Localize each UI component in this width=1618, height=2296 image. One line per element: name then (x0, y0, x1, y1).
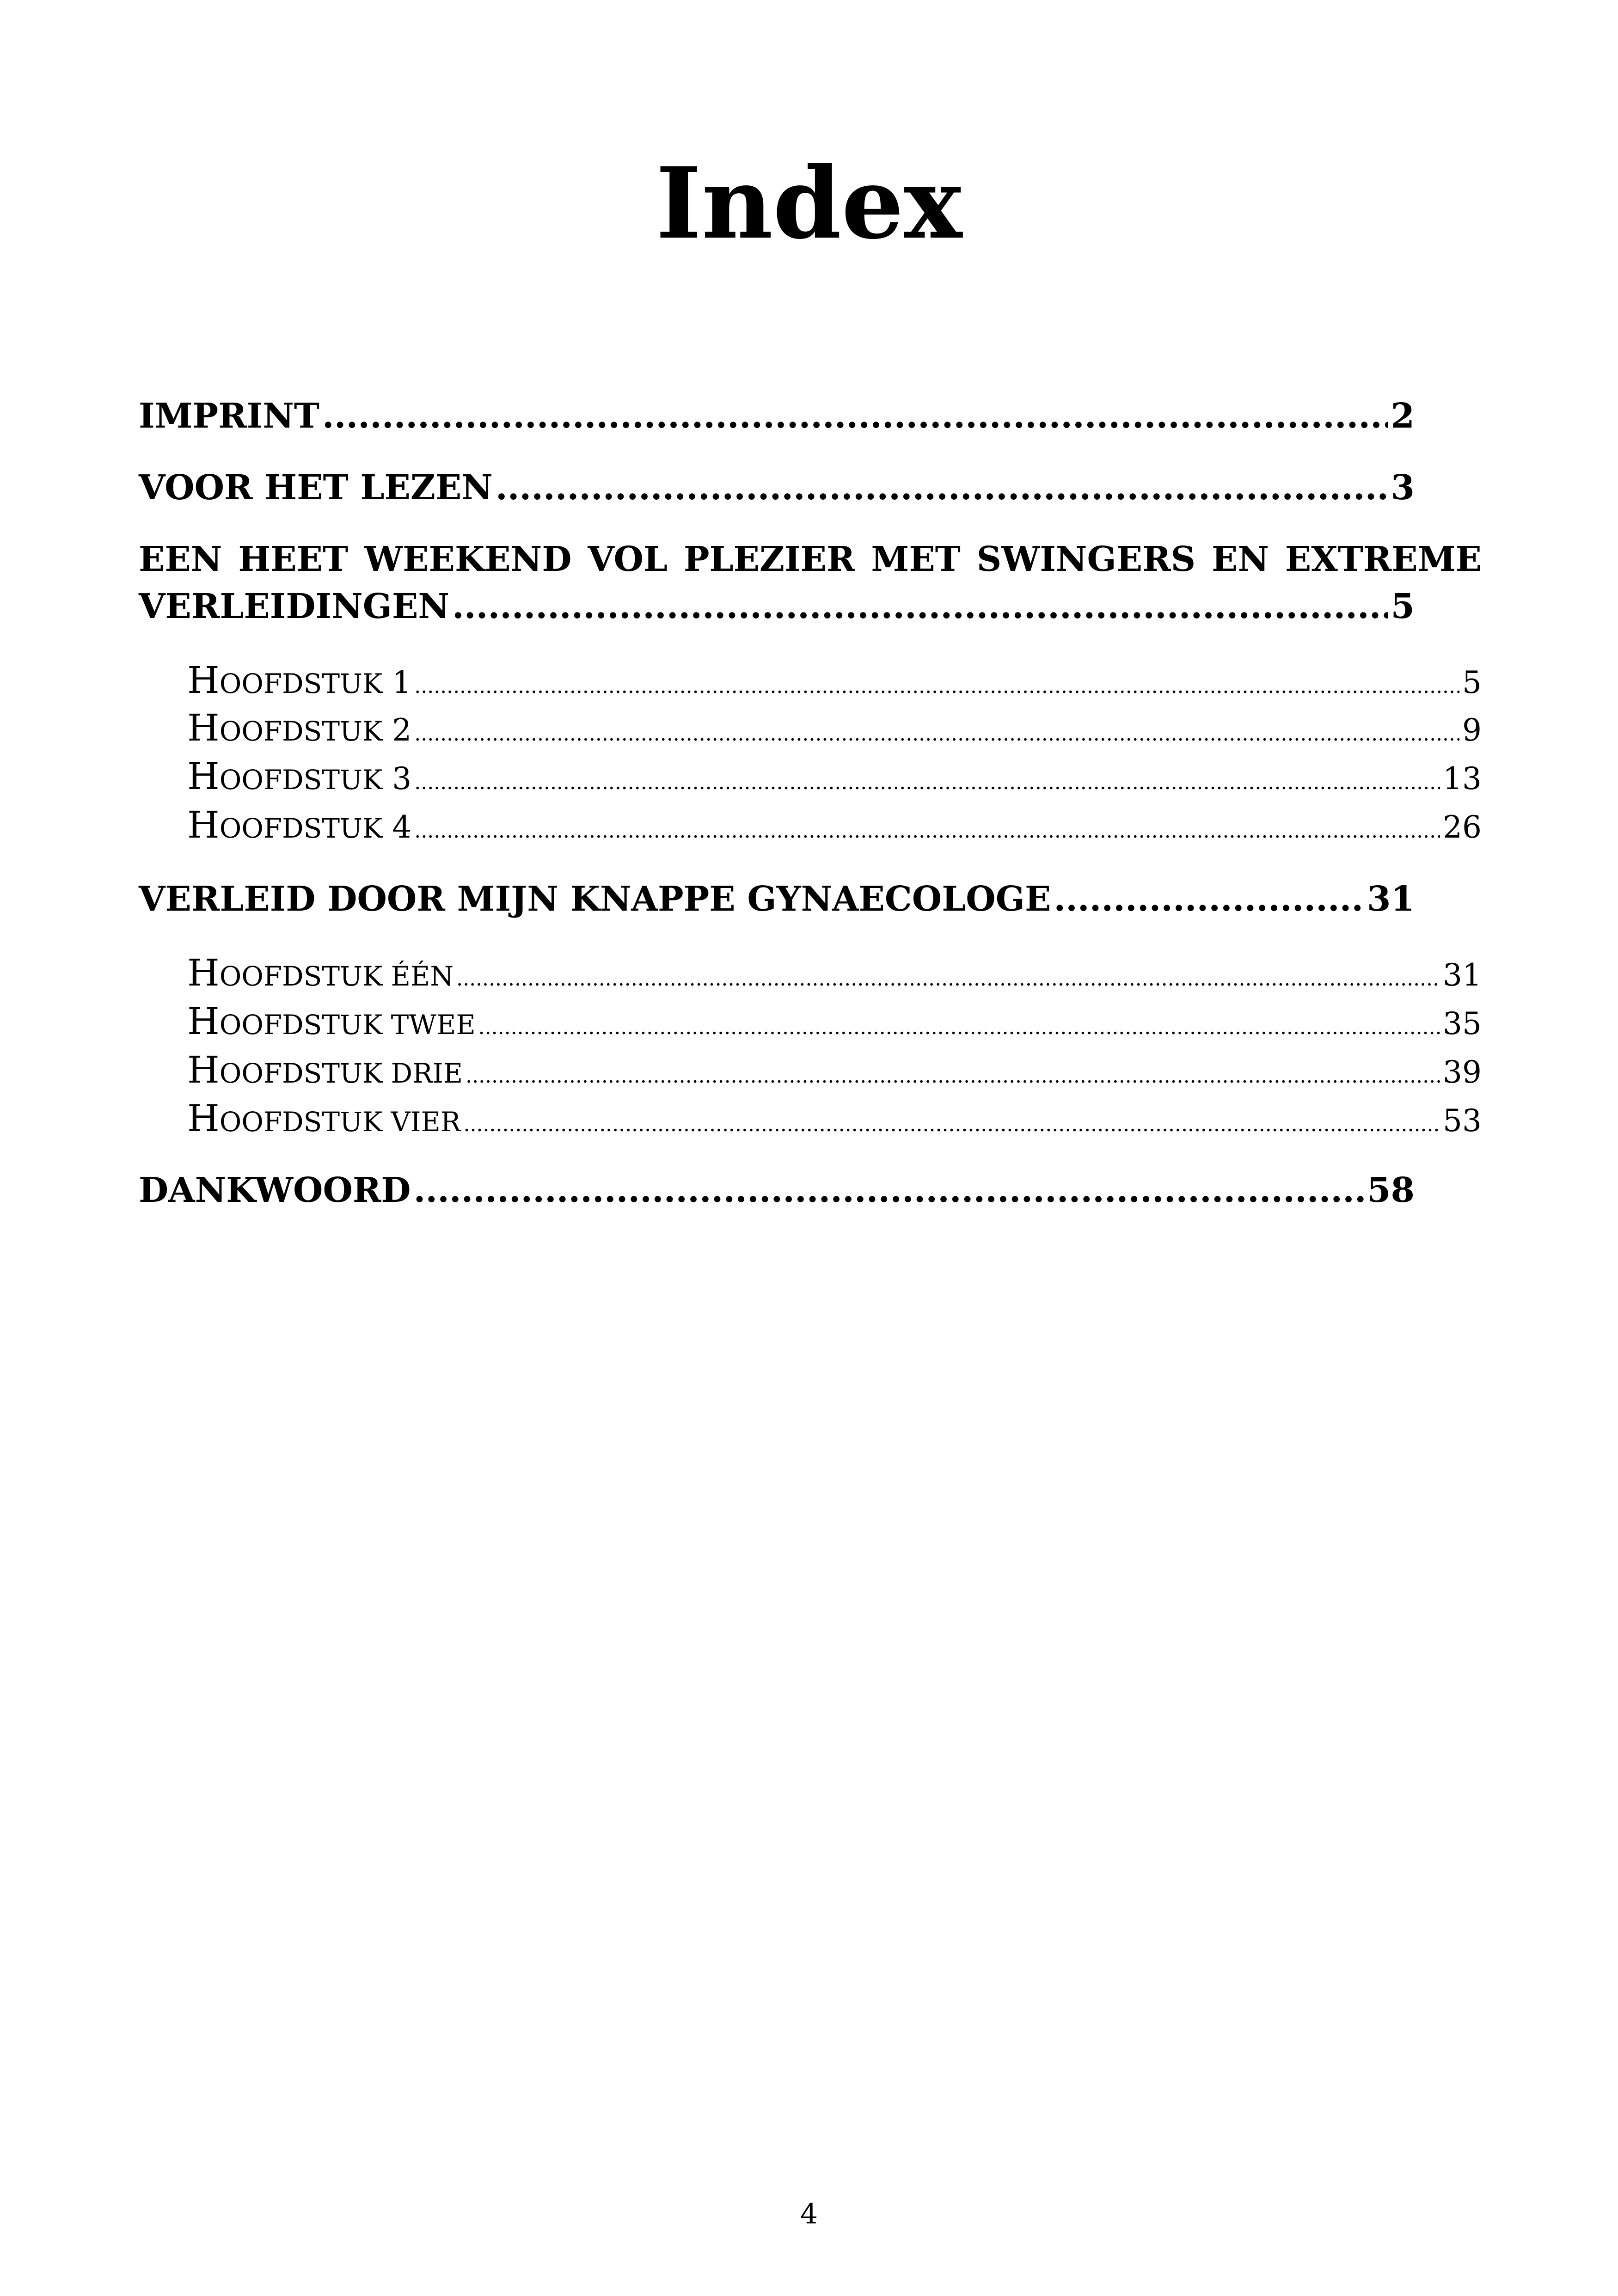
toc-entry-een-heet-weekend-line1[interactable]: EEN HEET WEEKEND VOL PLEZIER MET SWINGERS EN EXTREME (139, 539, 1482, 579)
toc-chapter-hoofdstuk-een[interactable] (187, 950, 1482, 1002)
toc-label: VOOR HET LEZEN (139, 468, 493, 508)
toc-label-rest: OOFDSTUK (219, 764, 383, 796)
toc-dot-leader (478, 1001, 1440, 1051)
toc-dot-leader (1054, 876, 1364, 922)
toc-dot-leader (463, 1098, 1440, 1148)
toc-dot-leader (496, 465, 1388, 511)
toc-dot-leader (322, 393, 1388, 439)
toc-entry-imprint[interactable] (139, 393, 1415, 439)
toc-label (187, 1096, 460, 1145)
toc-entry-dankwoord[interactable] (139, 1167, 1415, 1213)
toc-label (187, 802, 411, 851)
toc-entry-een-heet-weekend[interactable] (139, 583, 1415, 630)
toc-label-rest: OOFDSTUK DRIE (219, 1058, 463, 1089)
toc-page-number: 2 (1391, 396, 1415, 436)
toc-page-number: 31 (1443, 957, 1482, 993)
toc-dot-leader (414, 707, 1459, 757)
toc-label-initial: H (187, 803, 220, 846)
toc-chapter-hoofdstuk-1[interactable] (187, 657, 1482, 710)
toc-label-initial: H (187, 706, 220, 749)
toc-page-number: 5 (1391, 587, 1415, 626)
toc-entry-verleid[interactable] (139, 876, 1415, 922)
toc-label (187, 1047, 463, 1096)
toc-label-initial: H (187, 1048, 220, 1091)
toc-label (187, 705, 411, 754)
toc-page-number: 58 (1367, 1170, 1415, 1210)
toc-label-rest: OOFDSTUK (219, 813, 383, 844)
toc-label-rest: OOFDSTUK TWEE (219, 1009, 476, 1041)
toc-chapter-hoofdstuk-drie[interactable] (187, 1047, 1482, 1099)
toc-dot-leader (414, 756, 1440, 806)
toc-label-rest: OOFDSTUK (219, 668, 383, 699)
toc-dot-leader (466, 1049, 1440, 1099)
toc-label-initial: H (187, 755, 220, 798)
toc-chapter-hoofdstuk-2[interactable] (187, 705, 1482, 757)
toc-chapter-number: 3 (392, 761, 412, 796)
toc-page-number: 3 (1391, 468, 1415, 508)
toc-page-number: 39 (1443, 1054, 1482, 1090)
toc-chapter-hoofdstuk-4[interactable] (187, 802, 1482, 854)
page-title: Index (656, 146, 962, 261)
toc-label-rest: OOFDSTUK VIER (219, 1106, 461, 1138)
toc-page-number: 9 (1462, 712, 1482, 748)
toc-label-rest: OOFDSTUK (219, 716, 383, 747)
toc-page-number: 13 (1443, 761, 1482, 796)
toc-label: IMPRINT (139, 396, 319, 436)
toc-label-initial: H (187, 951, 220, 994)
toc-label (187, 998, 476, 1048)
toc-page-number: 5 (1462, 665, 1482, 700)
toc-page-number: 31 (1367, 879, 1415, 919)
toc-label-rest: OOFDSTUK ÉÉN (219, 961, 454, 992)
toc-entry-voor-het-lezen[interactable] (139, 465, 1415, 511)
footer-page-number: 4 (800, 2198, 818, 2230)
toc-label-initial: H (187, 1000, 220, 1043)
toc-page-number: 53 (1443, 1103, 1482, 1139)
toc-chapter-number: 1 (392, 665, 412, 700)
toc-chapter-number: 2 (392, 712, 412, 748)
toc-dot-leader (414, 804, 1440, 854)
toc-dot-leader (452, 583, 1388, 630)
toc-page-number: 35 (1443, 1006, 1482, 1041)
toc-label (187, 657, 411, 707)
toc-label-initial: H (187, 1097, 220, 1140)
toc-label (187, 753, 411, 803)
toc-chapter-hoofdstuk-3[interactable] (187, 753, 1482, 806)
toc-label: VERLEID DOOR MIJN KNAPPE GYNAECOLOGE (139, 879, 1051, 919)
toc-page-number: 26 (1443, 809, 1482, 845)
toc-chapter-hoofdstuk-vier[interactable] (187, 1096, 1482, 1148)
toc-chapter-hoofdstuk-twee[interactable] (187, 998, 1482, 1051)
toc-chapter-number: 4 (392, 809, 412, 845)
toc-dot-leader (414, 1167, 1364, 1213)
toc-label: DANKWOORD (139, 1170, 411, 1210)
toc-dot-leader (456, 952, 1440, 1002)
toc-label (187, 950, 454, 999)
toc-label: VERLEIDINGEN (139, 587, 450, 626)
toc-dot-leader (414, 660, 1459, 710)
toc-label-initial: H (187, 659, 220, 702)
